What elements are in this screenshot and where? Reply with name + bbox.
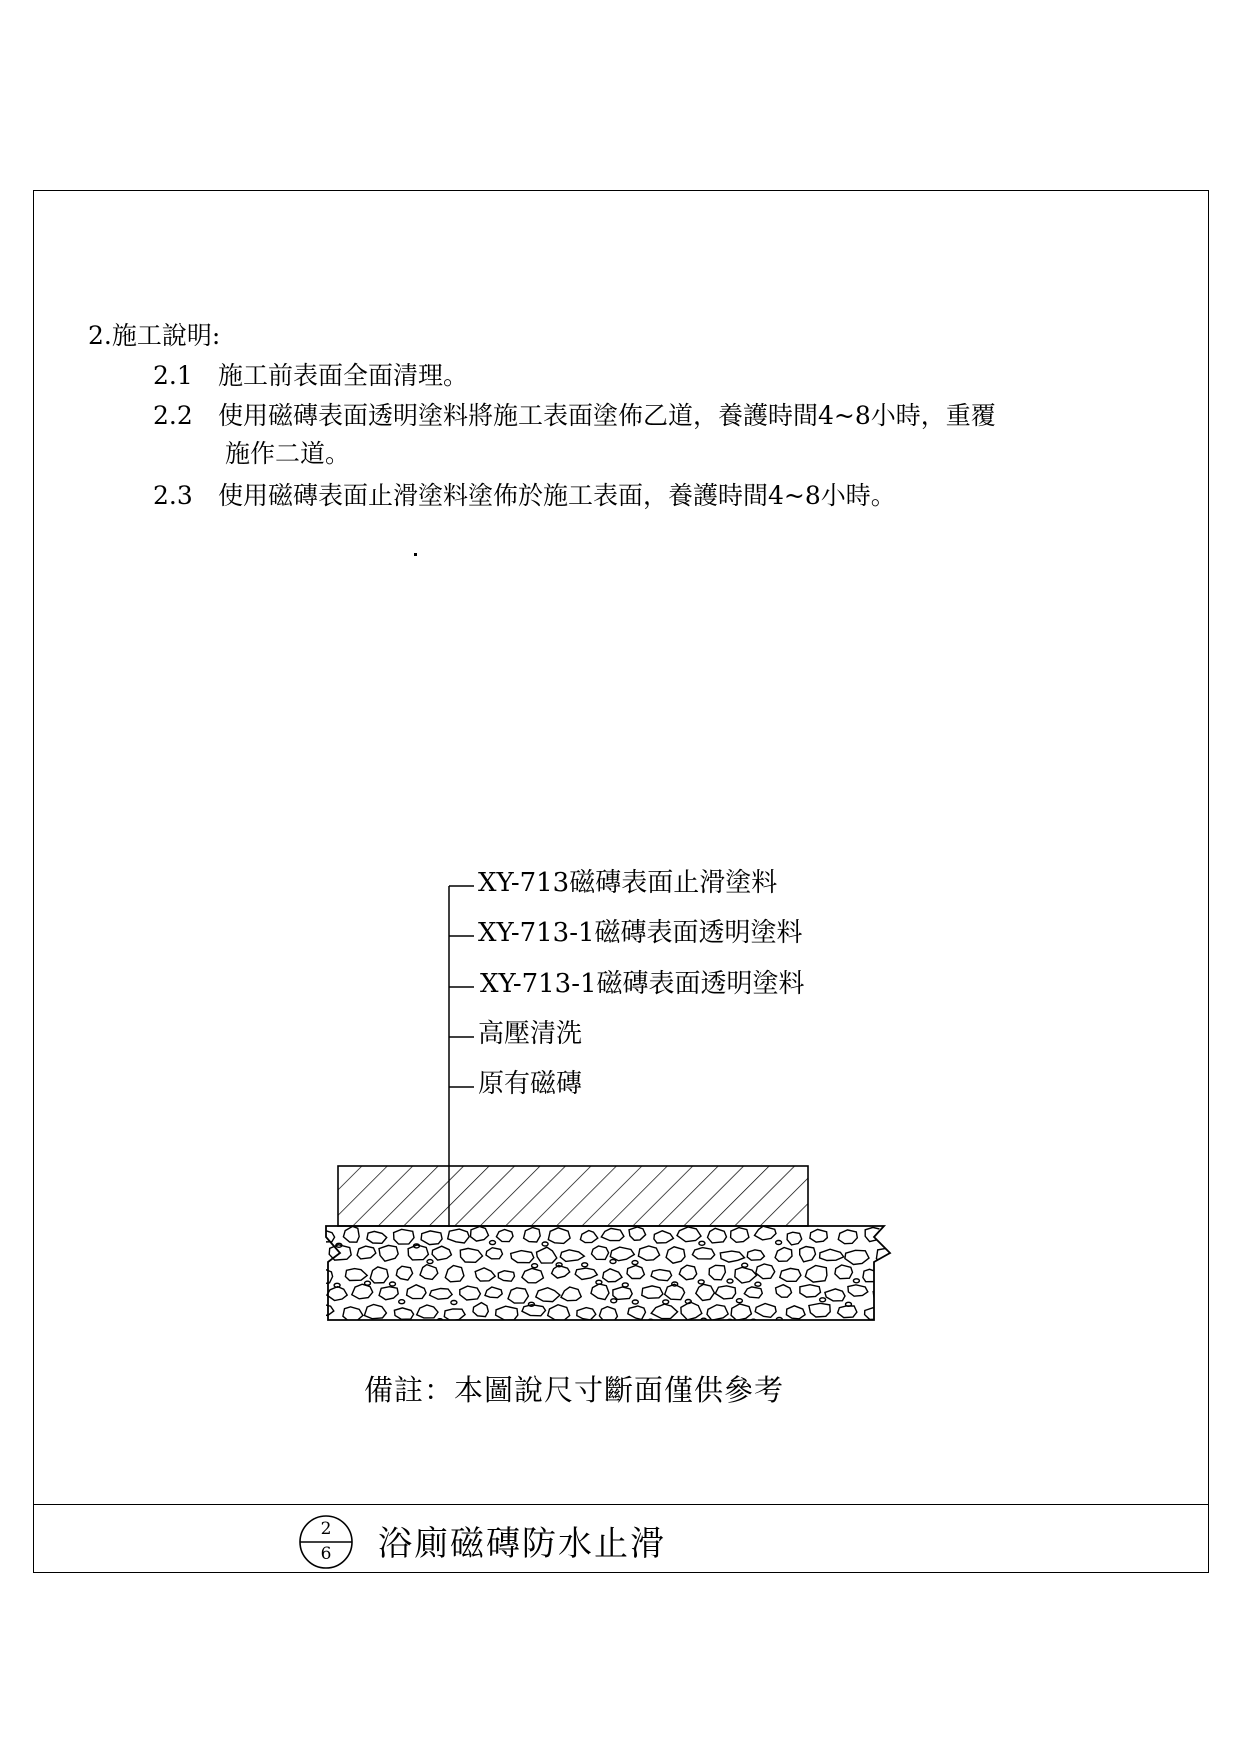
note-number: 2.3 xyxy=(153,481,193,510)
note-continuation: 施作二道。 xyxy=(225,439,351,468)
note-text: 施工前表面全面清理。 xyxy=(218,361,469,390)
note-number: 2.1 xyxy=(153,361,193,390)
layer-label-clear-coating: XY-713-1磁磚表面透明塗料 xyxy=(480,969,805,999)
sheet-number: 2 xyxy=(320,1519,332,1539)
note-text: 使用磁磚表面止滑塗料塗佈於施工表面，養護時間4~8小時。 xyxy=(218,481,896,510)
remark-note: 備註：本圖說尺寸斷面僅供參考 xyxy=(364,1373,785,1407)
layer-label-antislip-coating: XY-713磁磚表面止滑塗料 xyxy=(478,868,778,898)
notes-heading: 2.施工說明: xyxy=(88,321,221,350)
drawing-title: 浴廁磁磚防水止滑 xyxy=(378,1524,666,1564)
layer-label-clear-coating: XY-713-1磁磚表面透明塗料 xyxy=(478,918,803,948)
note-text: 使用磁磚表面透明塗料將施工表面塗佈乙道，養護時間4~8小時，重覆 xyxy=(218,401,996,430)
layer-label-pressure-wash: 高壓清洗 xyxy=(478,1019,583,1049)
note-number: 2.2 xyxy=(153,401,193,430)
layer-label-existing-tile: 原有磁磚 xyxy=(478,1069,583,1099)
sheet-total: 6 xyxy=(320,1544,332,1564)
